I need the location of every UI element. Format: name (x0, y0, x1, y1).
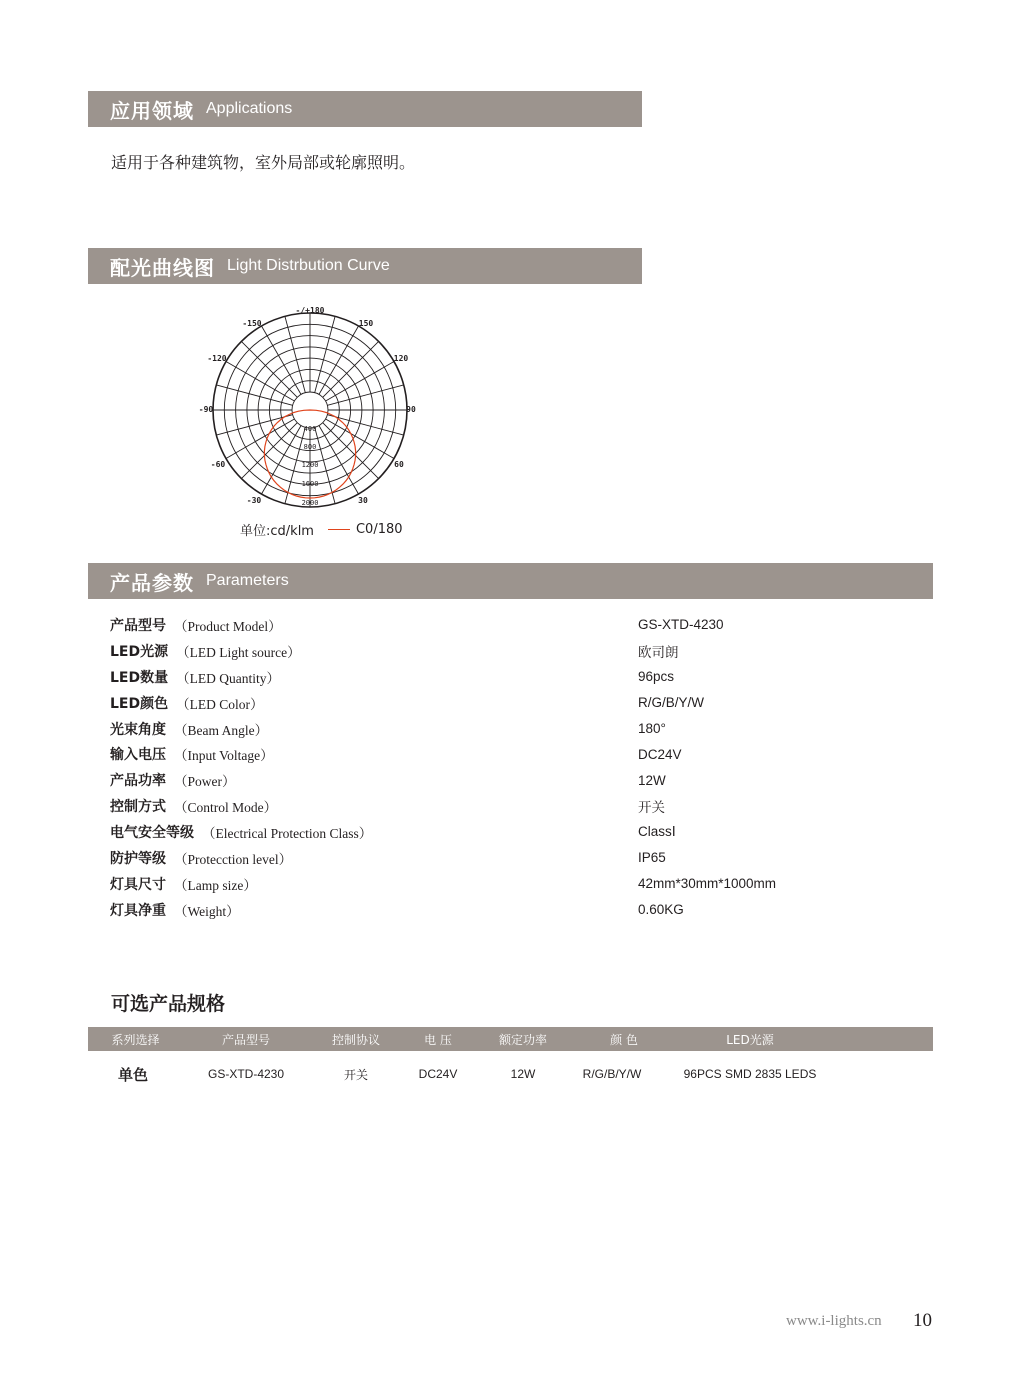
parameters-title-cn: 产品参数 (110, 570, 194, 595)
param-value: 42mm*30mm*1000mm (638, 876, 777, 892)
applications-header (88, 91, 642, 127)
options-title: 可选产品规格 (111, 993, 226, 1015)
param-row (110, 612, 870, 638)
param-label-en: （Control Mode） (174, 800, 278, 816)
angle-label-p150: 150 (358, 319, 374, 328)
param-row (110, 664, 870, 690)
param-row (110, 819, 870, 845)
param-label-cn: LED数量 (110, 669, 169, 686)
param-row (110, 871, 870, 897)
page-number: 10 (913, 1310, 932, 1331)
param-row (110, 690, 870, 716)
grid-spoke (285, 316, 305, 392)
curve-title-en: Light Distrbution Curve (227, 257, 390, 274)
curve-title-cn: 配光曲线图 (110, 255, 215, 280)
row-protocol: 开关 (343, 1067, 368, 1082)
ring-label-2000: 2000 (301, 499, 319, 507)
param-row (110, 845, 870, 871)
header-model: 产品型号 (221, 1032, 270, 1047)
angle-label-m60: -60 (210, 460, 226, 469)
param-label-en: （LED Light source） (176, 644, 301, 660)
curve-legend (240, 520, 403, 539)
curve-header (88, 248, 642, 284)
param-row (110, 793, 870, 819)
param-value: 开关 (638, 800, 665, 816)
param-row (110, 741, 870, 767)
param-label-cn: 产品功率 (110, 773, 166, 790)
grid-spoke (327, 415, 403, 435)
grid-spoke (327, 385, 403, 405)
options-table-row (88, 1061, 933, 1087)
header-protocol: 控制协议 (331, 1032, 380, 1047)
ring-label-1600: 1600 (301, 480, 319, 488)
parameters-title-en: Parameters (206, 572, 289, 589)
param-label-cn: 产品型号 (110, 617, 166, 634)
param-label-en: （Product Model） (174, 618, 282, 634)
header-color: 颜 色 (610, 1032, 638, 1047)
param-label-en: （Electrical Protection Class） (202, 826, 373, 842)
applications-text: 适用于各种建筑物，室外局部或轮廓照明。 (111, 153, 416, 172)
row-series: 单色 (117, 1065, 148, 1084)
param-row (110, 897, 870, 923)
applications-title-en: Applications (206, 100, 293, 117)
param-value: R/G/B/Y/W (638, 695, 705, 711)
parameters-table (110, 612, 870, 923)
row-model: GS-XTD-4230 (207, 1067, 285, 1081)
param-label-en: （Power） (174, 774, 236, 790)
ring-label-800: 800 (303, 443, 317, 451)
header-series: 系列选择 (111, 1032, 160, 1047)
row-power: 12W (510, 1067, 536, 1081)
grid-spoke (216, 415, 292, 435)
grid-spoke (323, 423, 379, 479)
param-row (110, 716, 870, 742)
parameters-header (88, 563, 933, 599)
angle-label-p120: 120 (393, 354, 409, 363)
row-voltage: DC24V (418, 1067, 458, 1081)
param-label-cn: 电气安全等级 (110, 825, 194, 842)
grid-spoke (216, 385, 292, 405)
row-source: 96PCS SMD 2835 LEDS (683, 1067, 817, 1081)
param-label-cn: 灯具净重 (110, 902, 166, 919)
header-voltage: 电 压 (424, 1032, 452, 1047)
param-label-en: （Weight） (174, 903, 240, 919)
angle-label-180: -/+180 (295, 306, 325, 315)
param-value: 96pcs (638, 669, 675, 685)
applications-title-cn: 应用领域 (110, 98, 194, 123)
param-label-cn: LED颜色 (110, 695, 169, 712)
param-row (110, 638, 870, 664)
param-label-en: （Beam Angle） (174, 722, 269, 738)
param-label-en: （Lamp size） (174, 877, 257, 893)
grid-spoke (323, 341, 379, 397)
param-label-cn: 防护等级 (110, 850, 166, 867)
grid-spoke (315, 316, 335, 392)
polar-diagram (190, 300, 430, 515)
param-value: 欧司朗 (638, 644, 679, 660)
header-power: 额定功率 (498, 1032, 547, 1047)
angle-label-p90: 90 (406, 405, 416, 414)
ring-label-1200: 1200 (301, 461, 319, 469)
param-value: DC24V (638, 746, 682, 762)
angle-label-m30: -30 (246, 496, 262, 505)
angle-label-m150: -150 (242, 319, 262, 328)
param-label-cn: 灯具尺寸 (110, 876, 166, 893)
param-value: 12W (638, 772, 666, 788)
param-label-en: （Protecction level） (174, 851, 293, 867)
ring-label-400: 400 (303, 425, 317, 433)
angle-label-m120: -120 (207, 354, 227, 363)
grid-spoke (241, 341, 297, 397)
param-label-cn: 控制方式 (110, 799, 166, 816)
param-label-cn: 输入电压 (110, 747, 166, 764)
row-color: R/G/B/Y/W (582, 1067, 642, 1081)
param-row (110, 767, 870, 793)
param-label-cn: LED光源 (110, 643, 169, 660)
polar-chart (190, 300, 430, 515)
param-label-en: （Input Voltage） (174, 748, 274, 764)
legend-series-label: C0/180 (355, 522, 403, 537)
grid-spoke (241, 423, 297, 479)
param-label-en: （LED Color） (176, 696, 264, 712)
param-value: 180° (638, 721, 666, 736)
param-value: GS-XTD-4230 (638, 617, 724, 633)
header-source: LED光源 (726, 1032, 774, 1047)
legend-line-swatch (328, 529, 350, 530)
param-value: IP65 (638, 850, 666, 866)
param-label-cn: 光束角度 (110, 721, 166, 738)
param-label-en: （LED Quantity） (176, 670, 280, 686)
unit-label: 单位:cd/klm (240, 524, 314, 539)
param-value: 0.60KG (638, 902, 684, 918)
param-value: ClassⅠ (638, 824, 676, 840)
angle-label-p60: 60 (394, 460, 404, 469)
angle-label-m90: -90 (198, 405, 214, 414)
options-table-header (88, 1027, 933, 1051)
footer-url: www.i-lights.cn (786, 1313, 882, 1329)
angle-label-p30: 30 (358, 496, 368, 505)
